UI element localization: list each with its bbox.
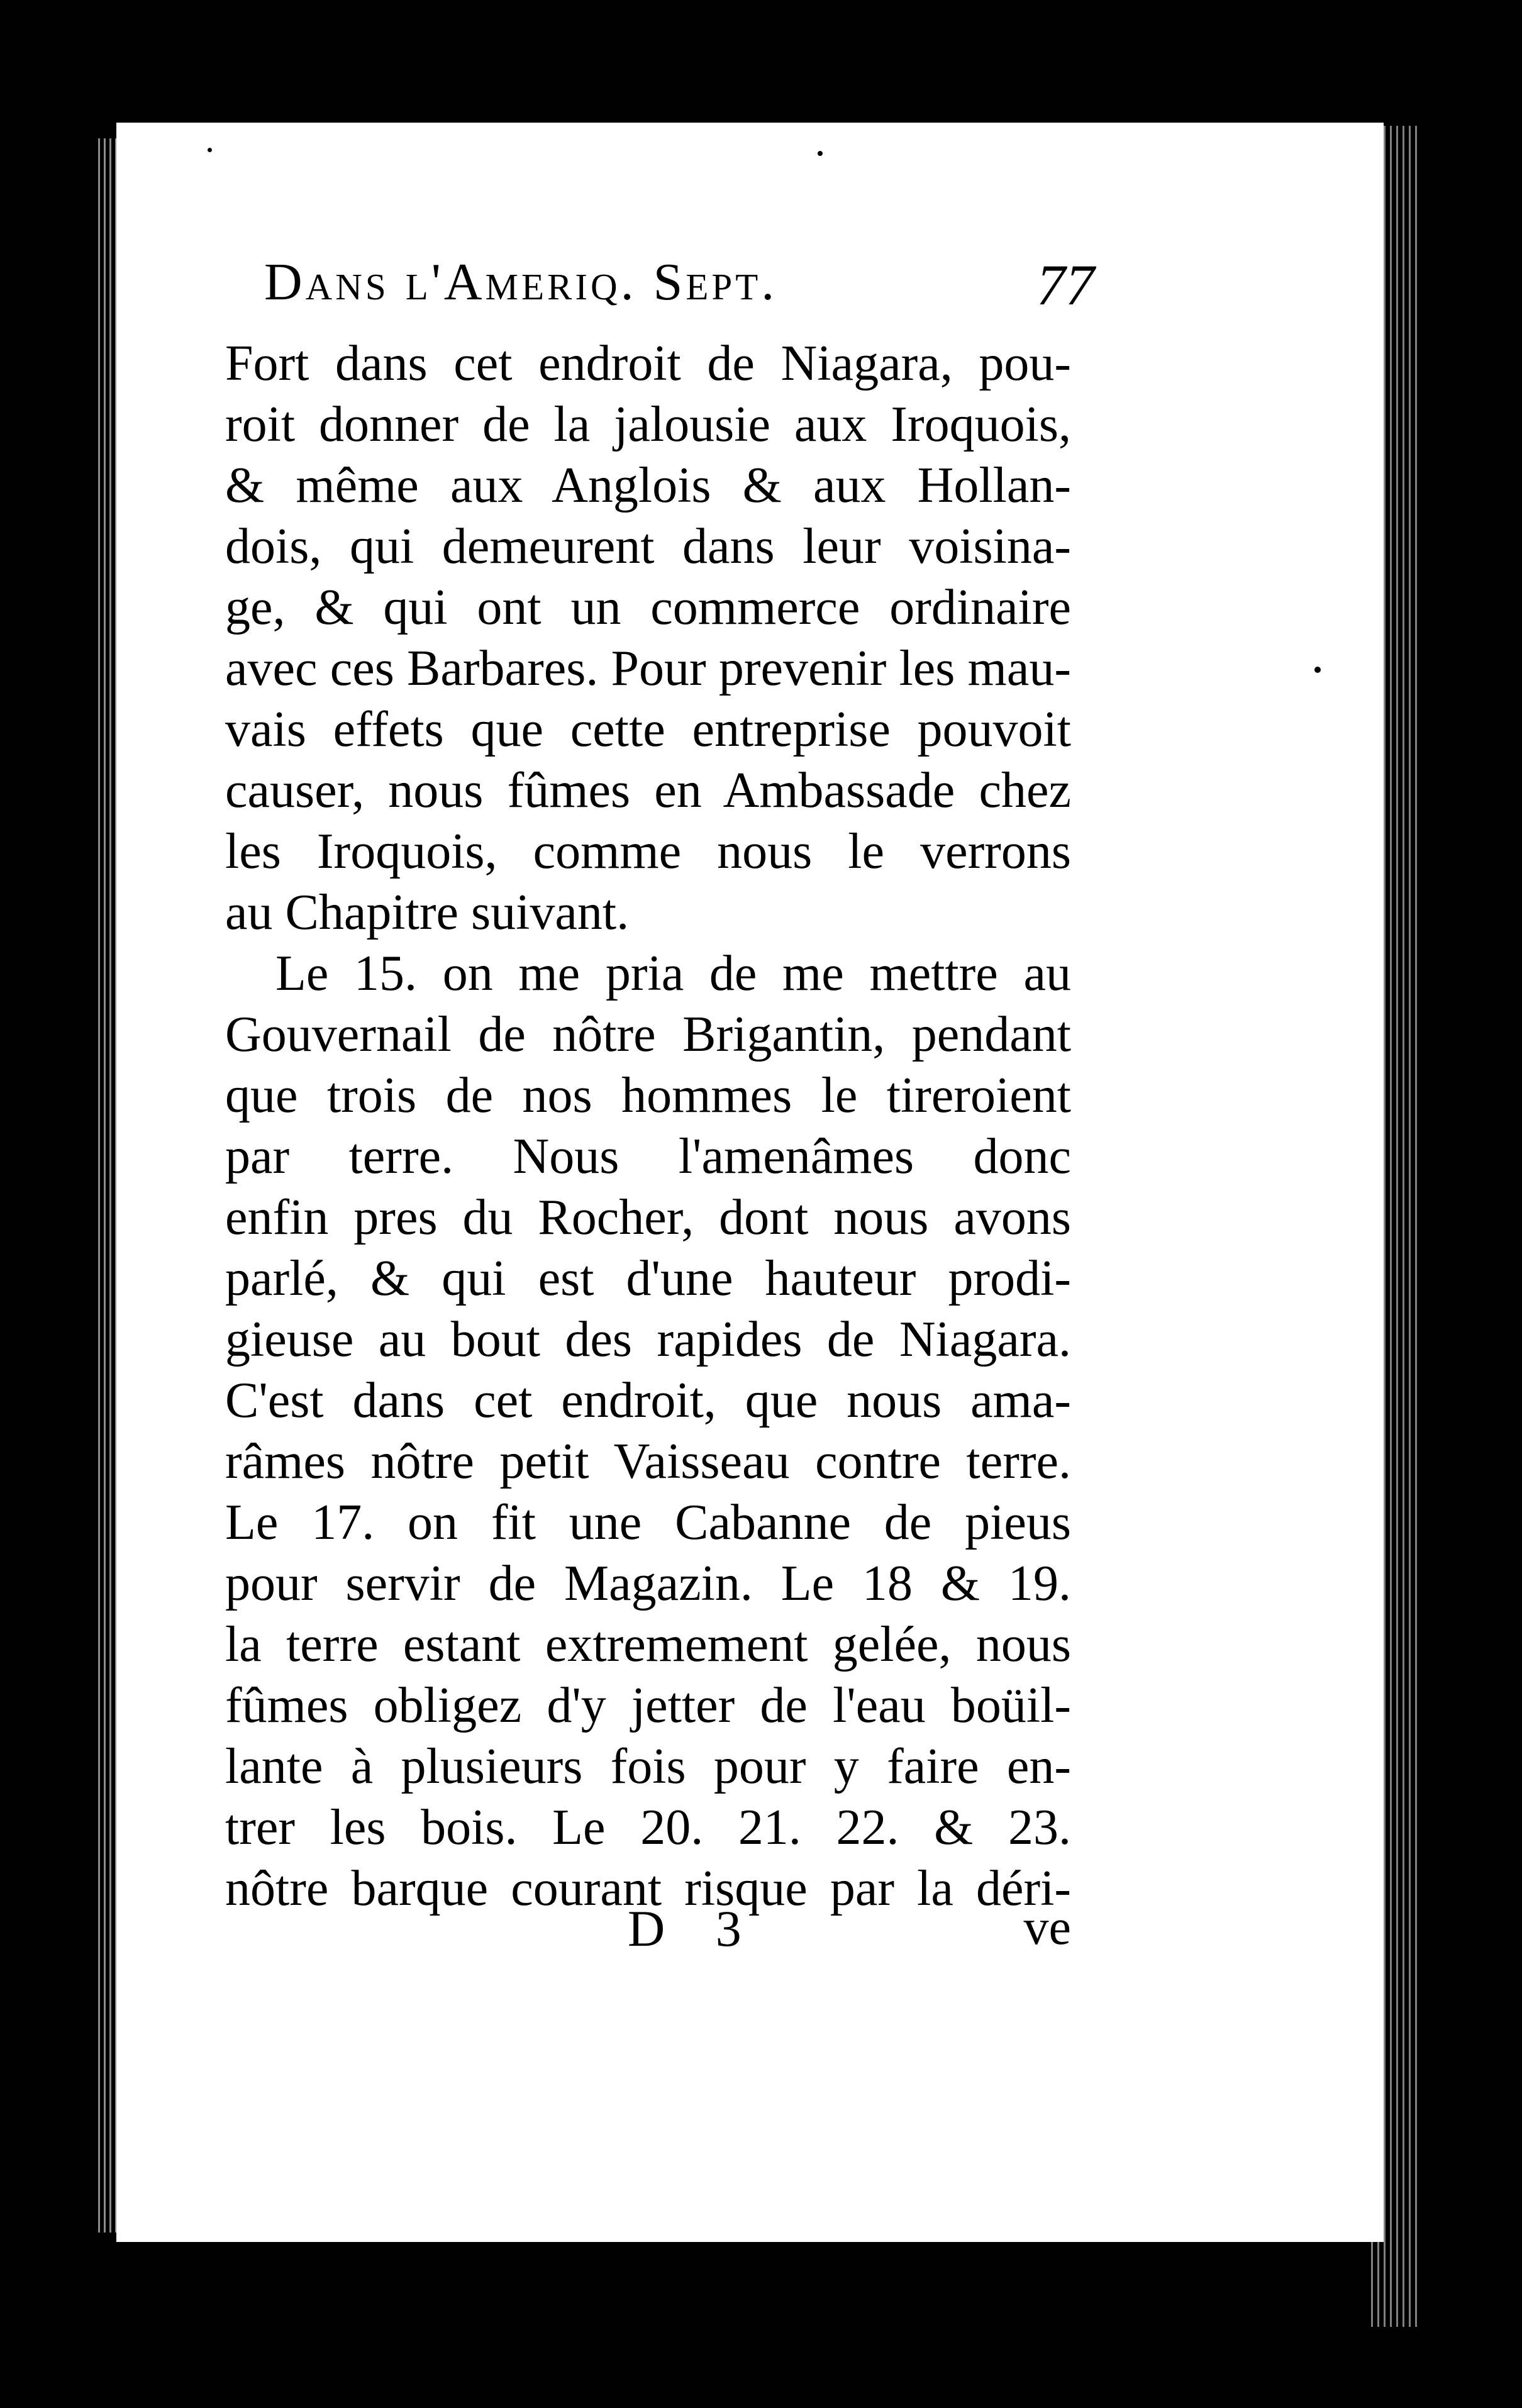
signature-mark: D 3 [628,1900,760,1957]
text-line: gieuse au bout des rapides de Niagara. [225,1312,1071,1367]
page-footer [225,1899,1071,1968]
text-line: vais effets que cette entreprise pouvoit [225,702,1071,757]
running-head [264,252,1094,333]
text-line: pour servir de Magazin. Le 18 & 19. [225,1556,1071,1611]
scan-speck [208,148,212,152]
text-line: C'est dans cet endroit, que nous ama- [225,1373,1071,1428]
text-line: que trois de nos hommes le tireroient [225,1068,1071,1123]
text-line: les Iroquois, comme nous le verrons [225,824,1071,879]
text-line: nôtre barque courant risque par la déri- [225,1861,1071,1916]
text-line: râmes nôtre petit Vaisseau contre terre. [225,1434,1071,1489]
text-line: roit donner de la jalousie aux Iroquois, [225,397,1071,452]
page-number: 77 [1036,253,1094,317]
text-line: parlé, & qui est d'une hauteur prodi- [225,1251,1071,1306]
scan-speck [818,151,823,156]
text-line: au Chapitre suivant. [225,885,630,940]
catchword: ve [1023,1900,1071,1955]
text-line: causer, nous fûmes en Ambassade chez [225,763,1071,818]
text-line: Le 17. on fit une Cabanne de pieus [225,1495,1071,1550]
body-text [225,333,1071,1919]
text-line: la terre estant extremement gelée, nous [225,1617,1071,1672]
text-line: enfin pres du Rocher, dont nous avons [225,1190,1071,1245]
scan-speck [69,755,77,762]
text-line: & même aux Anglois & aux Hollan- [225,458,1071,513]
text-line: trer les bois. Le 20. 21. 22. & 23. [225,1800,1071,1855]
text-line: avec ces Barbares. Pour prevenir les mau- [225,641,1071,696]
scan-speck [1314,667,1321,673]
text-line: Le 15. on me pria de me mettre au [275,946,1071,1001]
text-line: ge, & qui ont un commerce ordinaire [225,580,1071,635]
text-line: Gouvernail de nôtre Brigantin, pendant [225,1007,1071,1062]
text-line: par terre. Nous l'amenâmes donc [225,1129,1071,1184]
text-line: dois, qui demeurent dans leur voisina- [225,519,1071,574]
running-head-title: Dans l'Ameriq. Sept. [264,253,778,311]
text-line: fûmes obligez d'y jetter de l'eau boüil- [225,1678,1071,1733]
text-line: Fort dans cet endroit de Niagara, pou- [225,336,1071,391]
text-line: lante à plusieurs fois pour y faire en- [225,1739,1071,1794]
